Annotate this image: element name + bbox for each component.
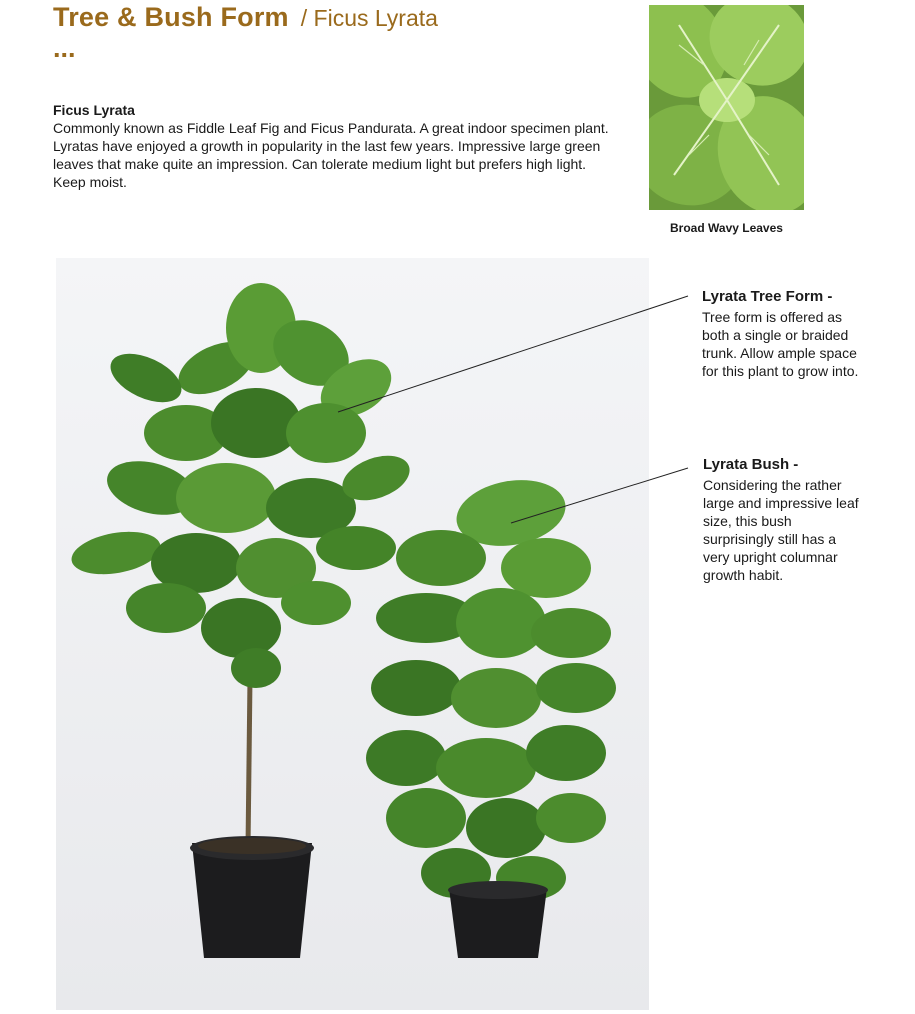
leaf-closeup-image [649,5,804,210]
leaf-closeup-caption: Broad Wavy Leaves [670,221,783,235]
plant-photo [56,258,649,1010]
title-main: Tree & Bush Form [53,2,289,32]
callout-bush-body: Considering the rather large and impressive leaf size, this bush surprisingly still has a very upright columnar growth habit. [703,477,859,583]
callout-bush-form [703,456,863,584]
callout-tree-body: Tree form is offered as both a single or braided trunk. Allow ample space for this plant to grow into. [702,309,859,379]
intro-heading: Ficus Lyrata [53,102,135,118]
page-title [53,2,438,33]
callout-bush-title: Lyrata Bush - [703,456,799,473]
title-subtitle: / Ficus Lyrata [300,5,438,31]
title-ellipsis: ... [53,33,76,63]
intro-section [53,101,613,191]
callout-tree-form [702,288,862,380]
callout-tree-title: Lyrata Tree Form - [702,288,833,305]
intro-body: Commonly known as Fiddle Leaf Fig and Ficus Pandurata. A great indoor specimen plant. Lyratas have enjoyed a growth in popularity in the last few years. Impressive large green leaves that make quite an impression. Can tolerate medium light but prefers high light. Keep moist. [53,120,609,190]
